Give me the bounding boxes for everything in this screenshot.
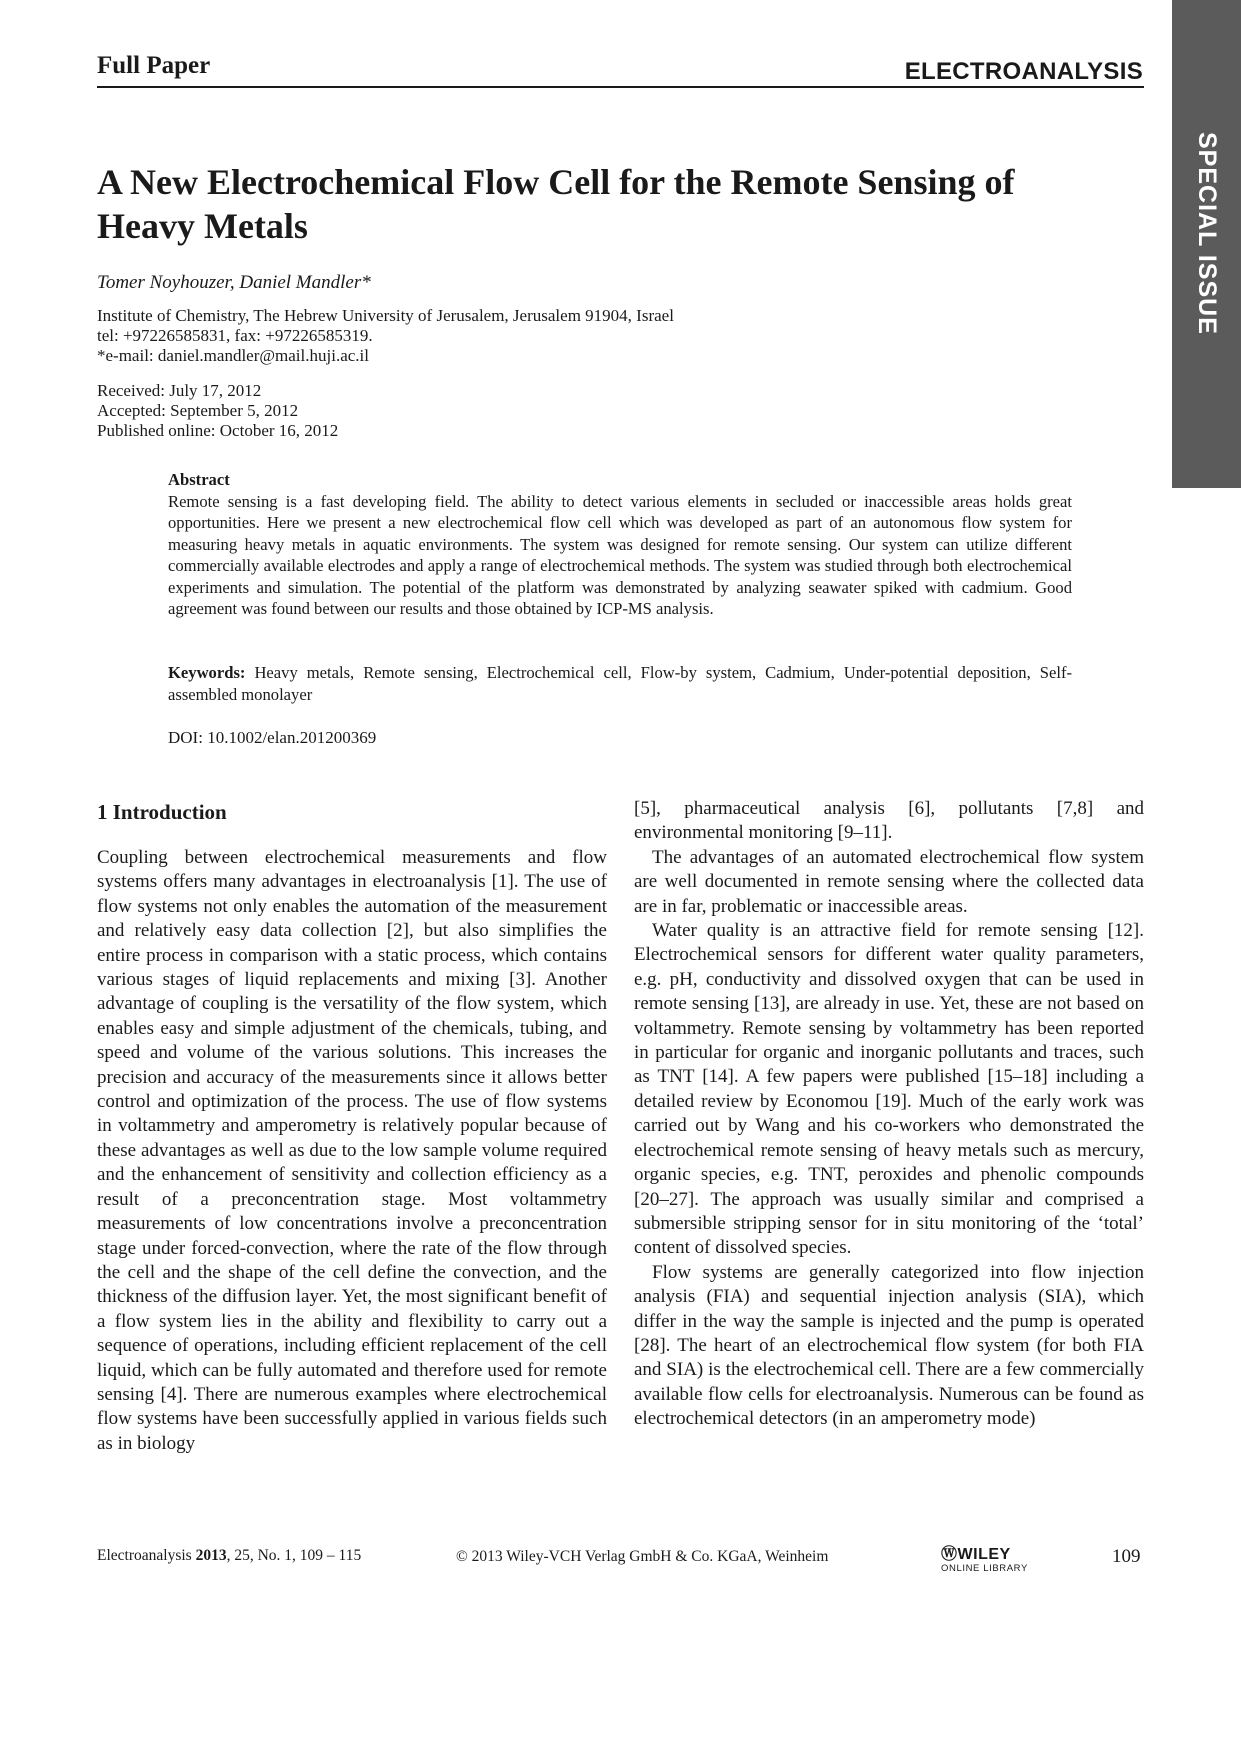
body-column-right bbox=[634, 797, 1144, 1432]
journal-name-header: ELECTROANALYSIS bbox=[904, 58, 1143, 85]
publication-dates bbox=[97, 381, 338, 441]
abstract-text: Remote sensing is a fast developing field. The ability to detect various elements in secluded or inaccessible areas holds great opportunities. Here we present a new electrochemical flow cell which was developed as part of an autonomous flow system for measuring heavy metals in aquatic environments. The system was designed for remote sensing. Our system can utilize different commercially available electrodes and apply a range of electrochemical methods. The system was studied through both electrochemical experiments and simulation. The potential of the platform was demonstrated by analyzing seawater spiked with cadmium. Good agreement was found between our results and those obtained by ICP-MS analysis. bbox=[168, 491, 1072, 618]
article-title bbox=[97, 160, 1097, 248]
keywords-list: Heavy metals, Remote sensing, Electrochemical cell, Flow-by system, Cadmium, Under-potential deposition, Self-assembled monolayer bbox=[168, 663, 1072, 704]
body-paragraph: Coupling between electrochemical measurements and flow systems offers many advantages in electroanalysis [1]. The use of flow systems not only enables the automation of the measurement and relatively easy data collection [2], but also simplifies the entire process in comparison with a static process, which contains various stages of liquid replacements and mixing [3]. Another advantage of coupling is the versatility of the flow system, which enables easy and simple adjustment of the chemicals, tubing, and speed and volume of the various solutions. This increases the precision and accuracy of the measurements since it allows better control and optimization of the process. The use of flow systems in voltammetry and amperometry is relatively popular because of these advantages as well as due to the low sample volume required and the enhancement of sensitivity and collection efficiency as a result of a preconcentration stage. Most voltammetry measurements of low concentrations involve a preconcentration stage under forced-convection, where the rate of the flow through the cell and the shape of the cell define the convection, and the thickness of the diffusion layer. Yet, the most significant benefit of a flow system lies in the ability and flexibility to carry out a sequence of operations, including efficient replacement of the cell liquid, which can be fully automated and therefore used for remote sensing [4]. There are numerous examples where electrochemical flow systems have been successfully applied in various fields such as in biology bbox=[97, 847, 607, 1454]
body-paragraph: The advantages of an automated electrochemical flow system are well documented in remote sensing where the collected data are in far, problematic or inaccessible areas. bbox=[634, 846, 1144, 917]
wiley-mark-icon: Ⓦ bbox=[941, 1546, 958, 1563]
page-number: 109 bbox=[1112, 1546, 1141, 1567]
article-title-line-1: A New Electrochemical Flow Cell for the Remote Sensing of bbox=[97, 162, 1015, 202]
affiliation-phone-fax: tel: +97226585831, fax: +97226585319. bbox=[97, 326, 373, 345]
date-published: Published online: October 16, 2012 bbox=[97, 421, 339, 440]
footer-journal-year: 2013 bbox=[195, 1547, 227, 1564]
footer-copyright: © 2013 Wiley-VCH Verlag GmbH & Co. KGaA, Weinheim bbox=[456, 1548, 829, 1565]
body-paragraph: [5], pharmaceutical analysis [6], pollutants [7,8] and environmental monitoring [9–11]. bbox=[634, 798, 1144, 844]
section-type-label: Full Paper bbox=[97, 52, 211, 79]
affiliation-block bbox=[97, 306, 674, 366]
header-divider bbox=[97, 86, 1144, 88]
affiliation-institution: Institute of Chemistry, The Hebrew University of Jerusalem, Jerusalem 91904, Israel bbox=[97, 306, 674, 325]
section-heading-introduction: 1 Introduction bbox=[97, 800, 227, 824]
wiley-logo-name: ⓌWILEY bbox=[941, 1546, 1011, 1563]
date-received: Received: July 17, 2012 bbox=[97, 381, 262, 400]
abstract-section bbox=[168, 469, 1072, 620]
doi: DOI: 10.1002/elan.201200369 bbox=[168, 728, 377, 747]
footer-citation bbox=[97, 1547, 361, 1565]
body-column-left bbox=[97, 846, 607, 1456]
special-issue-label: SPECIAL ISSUE bbox=[1193, 132, 1221, 335]
special-issue-tab bbox=[1172, 0, 1241, 488]
body-paragraph: Water quality is an attractive field for remote sensing [12]. Electrochemical sensors for different water quality parameters, e.g. pH, conductivity and dissolved oxygen that can be used in remote sensing [13], are already in use. Yet, these are not based on voltammetry. Remote sensing by voltammetry has been reported in particular for organic and inorganic pollutants and traces, such as TNT [14]. A few papers were published [15–18] including a detailed review by Economou [19]. Much of the early work was carried out by Wang and his co-workers who demonstrated the electrochemical remote sensing of heavy metals such as mercury, organic species, e.g. TNT, peroxides and phenolic compounds [20–27]. The approach was usually similar and comprised a submersible stripping sensor for in situ monitoring of the ‘total’ content of dissolved species. bbox=[634, 920, 1144, 1259]
article-authors: Tomer Noyhouzer, Daniel Mandler* bbox=[97, 272, 371, 293]
affiliation-email: *e-mail: daniel.mandler@mail.huji.ac.il bbox=[97, 346, 369, 365]
date-accepted: Accepted: September 5, 2012 bbox=[97, 401, 299, 420]
keywords-section bbox=[168, 662, 1072, 705]
footer-journal-volume: , 25, No. 1, 109 – 115 bbox=[226, 1547, 362, 1564]
abstract-heading: Abstract bbox=[168, 470, 230, 489]
wiley-logo bbox=[941, 1541, 1051, 1577]
article-title-line-2: Heavy Metals bbox=[97, 206, 308, 246]
body-paragraph: Flow systems are generally categorized into flow injection analysis (FIA) and sequential injection analysis (SIA), which differ in the way the sample is injected and the pump is operated [28]. The heart of an electrochemical flow system (for both FIA and SIA) is the electrochemical cell. There are a few commercially available flow cells for electroanalysis. Numerous can be found as electrochemical detectors (in an amperometry mode) bbox=[634, 1261, 1144, 1430]
footer-journal-name: Electroanalysis bbox=[97, 1547, 192, 1564]
wiley-logo-subtitle: ONLINE LIBRARY bbox=[941, 1563, 1028, 1574]
keywords-label: Keywords: bbox=[168, 663, 246, 682]
